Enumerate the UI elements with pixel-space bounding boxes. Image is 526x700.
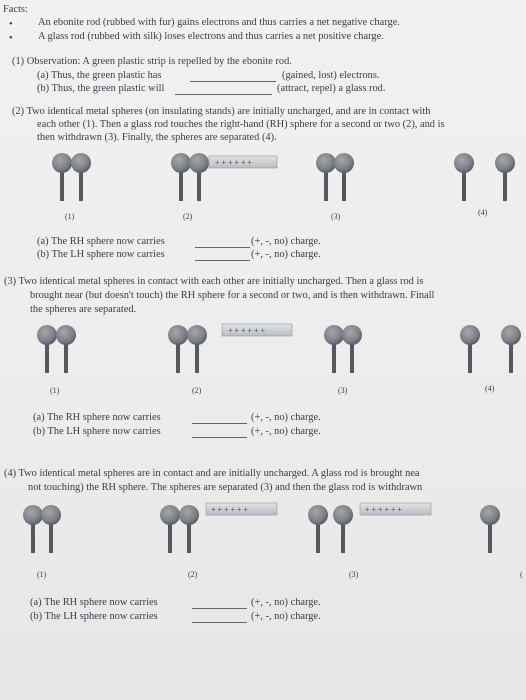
q4-label-2: (2) <box>188 570 198 579</box>
q4a-blank[interactable] <box>192 608 247 609</box>
q3-figure-1 <box>37 325 76 373</box>
q2f3-sphere-right <box>334 153 354 201</box>
q3f4-sphere-left <box>460 325 480 373</box>
q2f3-sphere-left <box>316 153 336 201</box>
q3-figure-3 <box>324 325 362 373</box>
q4f1-sphere-right <box>41 505 61 553</box>
q2-line-1: (2) Two identical metal spheres (on insulating stands) are initially uncharged, and are in contact with <box>12 106 431 117</box>
q1b-options: (attract, repel) a glass rod. <box>277 83 386 94</box>
q3f1-sphere-left <box>37 325 57 373</box>
q1a-options: (gained, lost) electrons. <box>282 70 380 81</box>
q3-line-1: (3) Two identical metal spheres in contact with each other are initially uncharged. Then a glass rod is <box>4 276 424 287</box>
q4f2-sphere-left <box>160 505 180 553</box>
q4-line-2: not touching) the RH sphere. The spheres are separated (3) and then the glass rod is withdrawn <box>28 482 423 493</box>
q2-rod-charge: + + + + + + <box>215 158 253 167</box>
facts-heading: Facts: <box>3 4 28 15</box>
facts-bullet-2: A glass rod (rubbed with silk) loses electrons and thus carries a net positive charge. <box>38 31 384 42</box>
q3-label-1: (1) <box>50 386 60 395</box>
q1b-text: (b) Thus, the green plastic will <box>37 83 165 94</box>
q3f2-sphere-right <box>187 325 207 373</box>
q1a-text: (a) Thus, the green plastic has <box>37 70 162 81</box>
q2a-text: (a) The RH sphere now carries <box>37 236 165 247</box>
q4-label-4: ( <box>520 570 523 579</box>
q2-label-3: (3) <box>331 212 341 221</box>
q3-label-4: (4) <box>485 384 495 393</box>
q2-figure-3 <box>316 153 354 201</box>
q2-label-4: (4) <box>478 208 488 217</box>
q2a-options: (+, -, no) charge. <box>251 236 321 247</box>
q2b-options: (+, -, no) charge. <box>251 249 321 260</box>
q3-label-3: (3) <box>338 386 348 395</box>
q4b-options: (+, -, no) charge. <box>251 611 321 622</box>
q2-figure-1 <box>52 153 91 201</box>
q3a-blank[interactable] <box>192 423 247 424</box>
q2-label-2: (2) <box>183 212 193 221</box>
q4b-blank[interactable] <box>192 622 247 623</box>
q4-rod-charge-b: + + + + + + <box>365 505 403 514</box>
q3b-text: (b) The LH sphere now carries <box>33 426 161 437</box>
q3-line-3: the spheres are separated. <box>30 304 137 315</box>
bullet-dot-1: • <box>9 19 13 30</box>
q2-label-1: (1) <box>65 212 75 221</box>
q2f1-sphere-right <box>71 153 91 201</box>
q2f2-sphere-left <box>171 153 191 201</box>
q4b-text: (b) The LH sphere now carries <box>30 611 158 622</box>
q3a-options: (+, -, no) charge. <box>251 412 321 423</box>
q3b-options: (+, -, no) charge. <box>251 426 321 437</box>
bullet-dot-2: • <box>9 33 13 44</box>
q4a-text: (a) The RH sphere now carries <box>30 597 158 608</box>
q2f4-sphere-right <box>495 153 515 201</box>
q3f1-sphere-right <box>56 325 76 373</box>
q2a-blank[interactable] <box>195 247 250 248</box>
q4-label-3: (3) <box>349 570 359 579</box>
q3-label-2: (2) <box>192 386 202 395</box>
facts-bullet-1: An ebonite rod (rubbed with fur) gains electrons and thus carries a net negative charge. <box>38 17 400 28</box>
q2f4-sphere-left <box>454 153 474 201</box>
q4a-options: (+, -, no) charge. <box>251 597 321 608</box>
q4-label-1: (1) <box>37 570 47 579</box>
q4-figure-1 <box>23 505 61 553</box>
q4f2-sphere-right <box>179 505 199 553</box>
q4f4-sphere <box>480 505 500 553</box>
q4-rod-charge-a: + + + + + + <box>211 505 249 514</box>
q3a-text: (a) The RH sphere now carries <box>33 412 161 423</box>
q3b-blank[interactable] <box>192 437 247 438</box>
q2-line-2: each other (1). Then a glass rod touches the right-hand (RH) sphere for a second or two (2), and is <box>37 119 445 130</box>
q3-line-2: brought near (but doesn't touch) the RH sphere for a second or two, and is then withdrawn. Finall <box>30 290 435 301</box>
q2f1-sphere-left <box>52 153 72 201</box>
q4-figure-4 <box>480 505 500 553</box>
q3f2-sphere-left <box>168 325 188 373</box>
q4f3-sphere-right <box>333 505 353 553</box>
q4-line-1: (4) Two identical metal spheres are in contact and are initially uncharged. A glass rod is brought nea <box>4 468 420 479</box>
q2-figure-4 <box>454 153 515 201</box>
q4f1-sphere-left <box>23 505 43 553</box>
q4f3-sphere-left <box>308 505 328 553</box>
q2b-blank[interactable] <box>195 260 250 261</box>
q3f3-sphere-right <box>342 325 362 373</box>
q3-figure-4 <box>460 325 521 373</box>
q1-intro: (1) Observation: A green plastic strip is repelled by the ebonite rod. <box>12 56 292 67</box>
q3f4-sphere-right <box>501 325 521 373</box>
q2f2-sphere-right <box>189 153 209 201</box>
q2-line-3: then withdrawn (3). Finally, the spheres are separated (4). <box>37 132 277 143</box>
q3-rod-charge: + + + + + + <box>228 326 266 335</box>
q2b-text: (b) The LH sphere now carries <box>37 249 165 260</box>
q3f3-sphere-left <box>324 325 344 373</box>
